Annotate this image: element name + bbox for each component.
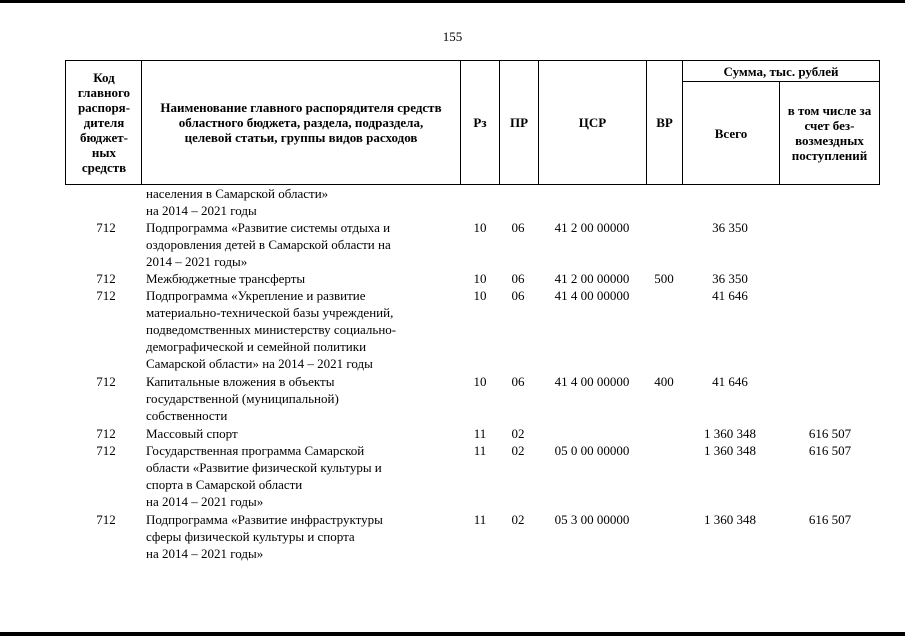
row-code: 712 [96, 271, 116, 286]
row-total: 1 360 348 [704, 443, 756, 458]
row-name: Подпрограмма «Развитие системы отдыха и оздоровления детей в Самарской области на 2014 – 2021 годы» [146, 220, 391, 269]
row-rz: 10 [473, 288, 487, 303]
row-grant: 616 507 [808, 426, 852, 441]
row-rz: 10 [473, 220, 487, 235]
top-scan-border [0, 0, 905, 3]
header-csr: ЦСР [578, 115, 607, 130]
row-total: 1 360 348 [704, 512, 756, 527]
row-rz: 10 [473, 271, 487, 286]
row-rz: 11 [473, 512, 487, 527]
row-csr: 41 4 00 00000 [554, 374, 630, 389]
row-pr: 02 [511, 443, 525, 458]
row-name: Подпрограмма «Развитие инфраструктуры сферы физической культуры и спорта на 2014 – 2021 годы» [146, 512, 383, 561]
header-grant: в том числе за счет без-возмездных поступлений [787, 103, 872, 163]
row-csr: 05 0 00 00000 [554, 443, 630, 458]
row-total: 36 350 [712, 220, 748, 235]
row-pr: 02 [511, 426, 525, 441]
row-vr: 400 [654, 374, 674, 389]
header-code: Код главного распоря-дителя бюджет-ных средств [77, 70, 131, 175]
row-pr: 02 [511, 512, 525, 527]
bottom-scan-border [0, 632, 905, 636]
row-total: 1 360 348 [704, 426, 756, 441]
row-grant: 616 507 [808, 512, 852, 527]
header-rz: Рз [473, 115, 487, 130]
row-rz: 11 [473, 426, 487, 441]
header-vr: ВР [656, 115, 673, 130]
row-name: Подпрограмма «Укрепление и развитие материально-технической базы учреждений, подведомственных министерству социально- демографической и семейной политики Самарской области» на 2014 – 2021 годы [146, 288, 397, 371]
row-rz: 11 [473, 443, 487, 458]
row-code: 712 [96, 512, 116, 527]
row-code: 712 [96, 443, 116, 458]
header-sum: Сумма, тыс. рублей [723, 63, 839, 79]
table-header [65, 60, 880, 185]
row-grant: 616 507 [808, 443, 852, 458]
row-csr: 41 2 00 00000 [554, 271, 630, 286]
row-vr: 500 [654, 271, 674, 286]
row-code: 712 [96, 426, 116, 441]
row-name: Государственная программа Самарской области «Развитие физической культуры и спорта в Самарской области на 2014 – 2021 годы» [146, 443, 382, 509]
row-total: 41 646 [712, 288, 748, 303]
row-total: 36 350 [712, 271, 748, 286]
row-code: 712 [96, 220, 116, 235]
continuation-text: населения в Самарской области» на 2014 – 2021 годы [146, 186, 329, 218]
header-pr: ПР [509, 115, 529, 130]
row-name: Капитальные вложения в объекты государственной (муниципальной) собственности [146, 374, 339, 423]
row-pr: 06 [511, 220, 525, 235]
header-total: Всего [714, 125, 748, 141]
row-code: 712 [96, 374, 116, 389]
row-csr: 41 2 00 00000 [554, 220, 630, 235]
row-pr: 06 [511, 271, 525, 286]
row-total: 41 646 [712, 374, 748, 389]
row-name: Межбюджетные трансферты [146, 271, 306, 286]
header-name: Наименование главного распорядителя средств областного бюджета, раздела, подраздела, целевой статьи, группы видов расходов [160, 100, 442, 145]
row-rz: 10 [473, 374, 487, 389]
row-name: Массовый спорт [146, 426, 238, 441]
page-number: 155 [442, 29, 463, 44]
row-pr: 06 [511, 374, 525, 389]
row-pr: 06 [511, 288, 525, 303]
row-code: 712 [96, 288, 116, 303]
row-csr: 05 3 00 00000 [554, 512, 630, 527]
row-csr: 41 4 00 00000 [554, 288, 630, 303]
